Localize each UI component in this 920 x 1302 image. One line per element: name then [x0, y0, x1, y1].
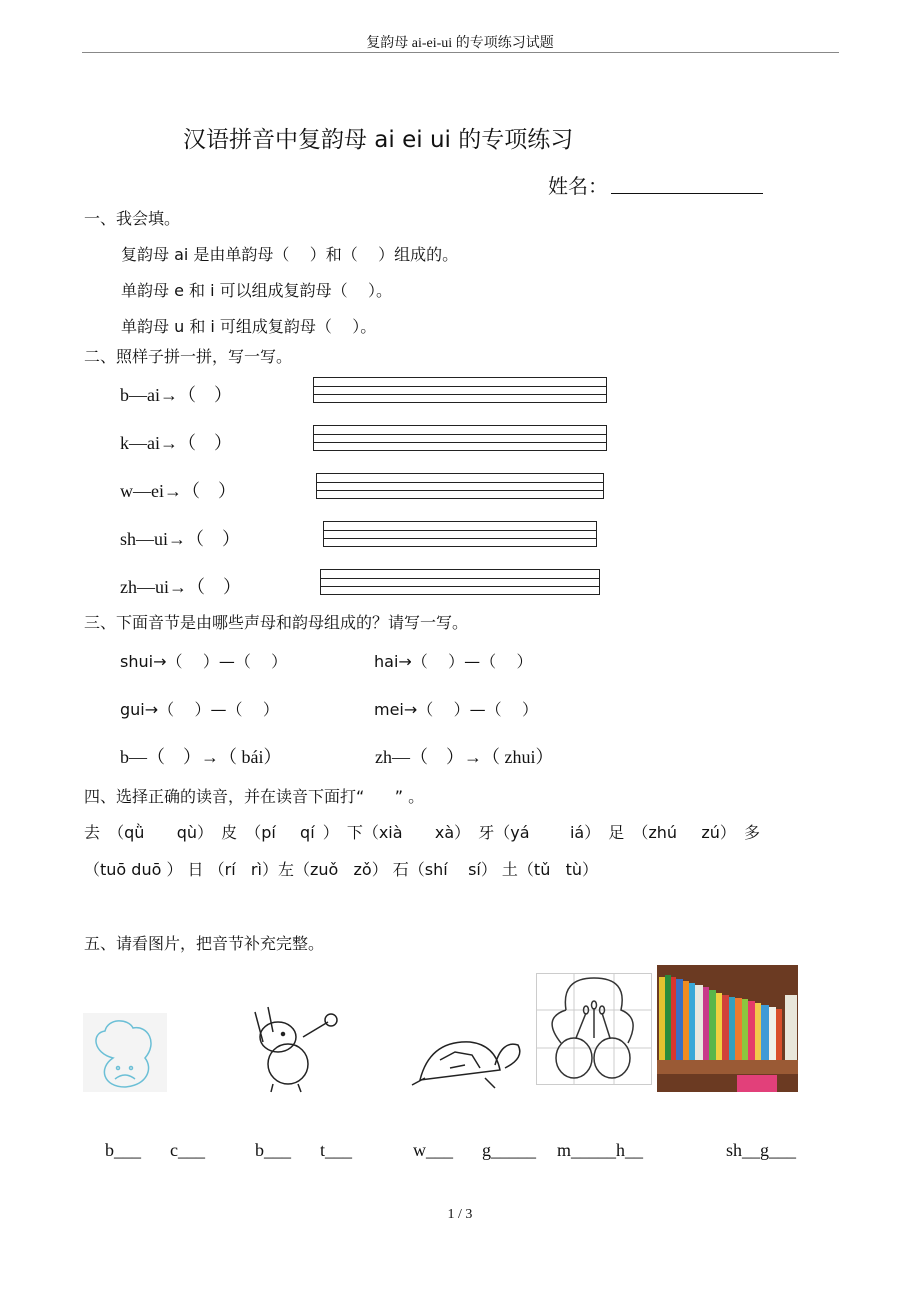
- fill-line: 单韵母 u 和 i 可组成复韵母（ ）。: [121, 317, 377, 336]
- answer-blank[interactable]: b___: [255, 1140, 291, 1160]
- section-4-heading: 四、选择正确的读音，并在读音下面打“ ” 。: [84, 787, 425, 806]
- answer-blank[interactable]: m_____h__: [557, 1140, 644, 1160]
- pinyin-writing-box[interactable]: [320, 569, 600, 595]
- choice-line: 去 （qǜ qù） 皮 （pí qí ） 下（xià xà） 牙（yá iá） 足 （zhú zú） 多: [84, 823, 760, 842]
- answer-blank[interactable]: w___: [413, 1140, 453, 1160]
- answer-blank[interactable]: g_____: [482, 1140, 536, 1160]
- pinyin-writing-box[interactable]: [313, 425, 607, 451]
- spell-row: sh—ui→（ ）: [120, 529, 241, 549]
- flower-grid-image: [536, 973, 652, 1085]
- spell-row: w—ei→（ ）: [120, 481, 236, 501]
- answer-blank[interactable]: t___: [320, 1140, 353, 1160]
- answer-blank[interactable]: sh__g___: [726, 1140, 797, 1160]
- cabbage-image: [83, 1013, 167, 1092]
- turtle-image: [410, 1030, 530, 1090]
- page-header: 复韵母 ai-ei-ui 的专项练习试题: [366, 36, 554, 51]
- section-2-heading: 二、照样子拼一拼，写一写。: [84, 347, 293, 366]
- split-row: b—（ ）→（ bái）: [120, 747, 282, 767]
- name-label: 姓名：: [548, 174, 608, 198]
- split-row: mei→（ ）—（ ）: [374, 700, 538, 719]
- pinyin-writing-box[interactable]: [313, 377, 607, 403]
- bookshelf-image: [657, 965, 798, 1092]
- split-row: zh—（ ）→（ zhui）: [375, 747, 554, 767]
- split-row: shui→（ ）—（ ）: [120, 652, 288, 671]
- header-divider: [82, 52, 839, 53]
- answer-blank[interactable]: c___: [170, 1140, 205, 1160]
- choice-line: （tuō duō ） 日 （rí rì）左（zuǒ zǒ） 石（shí sí） 土（tǔ tù）: [84, 860, 599, 879]
- section-1-heading: 一、我会填。: [84, 209, 181, 228]
- split-row: hai→（ ）—（ ）: [374, 652, 533, 671]
- pinyin-writing-box[interactable]: [316, 473, 604, 499]
- split-row: gui→（ ）—（ ）: [120, 700, 279, 719]
- fill-line: 单韵母 e 和 i 可以组成复韵母（ ）。: [121, 281, 392, 300]
- page-number: 1 / 3: [447, 1207, 473, 1222]
- fill-line: 复韵母 ai 是由单韵母（ ）和（ ）组成的。: [121, 245, 459, 264]
- page-title: 汉语拼音中复韵母 ai ei ui 的专项练习: [183, 127, 574, 153]
- rabbit-image: [243, 1002, 343, 1094]
- spell-row: k—ai→（ ）: [120, 433, 232, 453]
- section-5-heading: 五、请看图片，把音节补充完整。: [84, 934, 325, 953]
- name-field[interactable]: [611, 193, 763, 194]
- spell-row: zh—ui→（ ）: [120, 577, 241, 597]
- section-3-heading: 三、下面音节是由哪些声母和韵母组成的？请写一写。: [84, 613, 469, 632]
- pinyin-writing-box[interactable]: [323, 521, 597, 547]
- answer-blank[interactable]: b___: [105, 1140, 141, 1160]
- spell-row: b—ai→（ ）: [120, 385, 232, 405]
